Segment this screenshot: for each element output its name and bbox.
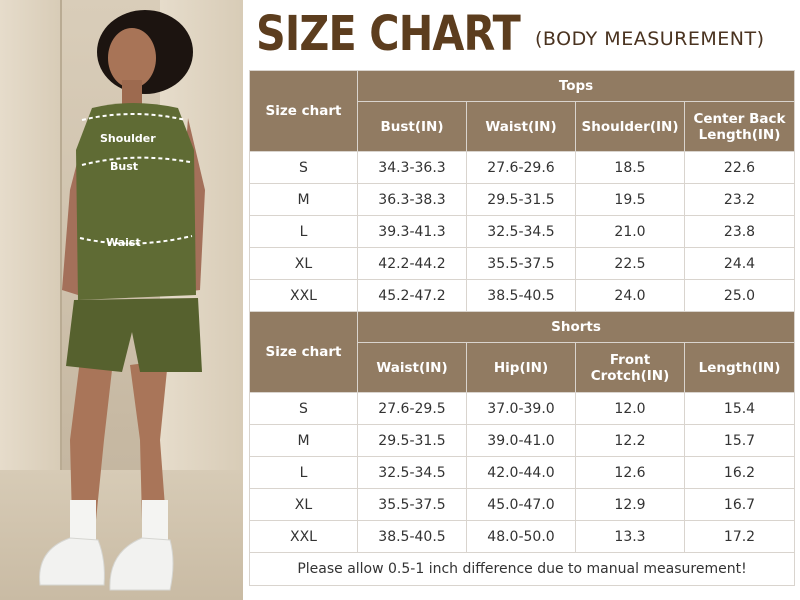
table-cell: 15.7 bbox=[685, 425, 795, 457]
table-cell: 27.6-29.5 bbox=[358, 393, 467, 425]
table-cell: 12.2 bbox=[576, 425, 685, 457]
size-cell: M bbox=[250, 425, 358, 457]
column-header: Waist(IN) bbox=[358, 343, 467, 393]
bust-label: Bust bbox=[110, 160, 139, 173]
size-cell: S bbox=[250, 152, 358, 184]
table-cell: 27.6-29.6 bbox=[467, 152, 576, 184]
note-row bbox=[250, 553, 795, 586]
table-cell: 12.6 bbox=[576, 457, 685, 489]
table-row bbox=[250, 425, 795, 457]
size-cell: XXL bbox=[250, 521, 358, 553]
model-photo bbox=[0, 0, 243, 600]
size-cell: M bbox=[250, 184, 358, 216]
table-cell: 22.6 bbox=[685, 152, 795, 184]
table-cell: 23.2 bbox=[685, 184, 795, 216]
table-cell: 17.2 bbox=[685, 521, 795, 553]
table-cell: 25.0 bbox=[685, 280, 795, 312]
table-cell: 42.2-44.2 bbox=[358, 248, 467, 280]
measurement-note: Please allow 0.5-1 inch difference due to manual measurement! bbox=[250, 553, 795, 586]
table-cell: 42.0-44.0 bbox=[467, 457, 576, 489]
table-cell: 34.3-36.3 bbox=[358, 152, 467, 184]
table-row bbox=[250, 152, 795, 184]
table-cell: 21.0 bbox=[576, 216, 685, 248]
table-cell: 12.0 bbox=[576, 393, 685, 425]
table-cell: 45.0-47.0 bbox=[467, 489, 576, 521]
table-cell: 24.4 bbox=[685, 248, 795, 280]
size-cell: XXL bbox=[250, 280, 358, 312]
waist-label: Waist bbox=[106, 236, 141, 249]
table-row bbox=[250, 184, 795, 216]
table-cell: 13.3 bbox=[576, 521, 685, 553]
page-title: SIZE CHART bbox=[256, 6, 520, 62]
table-row bbox=[250, 393, 795, 425]
table-cell: 39.3-41.3 bbox=[358, 216, 467, 248]
table-cell: 24.0 bbox=[576, 280, 685, 312]
tops-section-label: Tops bbox=[358, 71, 795, 102]
table-cell: 16.7 bbox=[685, 489, 795, 521]
table-row bbox=[250, 521, 795, 553]
column-header: Shoulder(IN) bbox=[576, 102, 685, 152]
size-cell: L bbox=[250, 457, 358, 489]
table-row bbox=[250, 248, 795, 280]
table-cell: 15.4 bbox=[685, 393, 795, 425]
column-header: Hip(IN) bbox=[467, 343, 576, 393]
table-cell: 22.5 bbox=[576, 248, 685, 280]
tops-section-row bbox=[250, 71, 795, 102]
shoulder-label: Shoulder bbox=[100, 132, 156, 145]
size-cell: XL bbox=[250, 248, 358, 280]
table-cell: 36.3-38.3 bbox=[358, 184, 467, 216]
table-row bbox=[250, 489, 795, 521]
table-cell: 45.2-47.2 bbox=[358, 280, 467, 312]
size-chart-table bbox=[249, 70, 795, 586]
table-cell: 35.5-37.5 bbox=[467, 248, 576, 280]
table-row bbox=[250, 216, 795, 248]
table-cell: 19.5 bbox=[576, 184, 685, 216]
size-cell: S bbox=[250, 393, 358, 425]
table-cell: 23.8 bbox=[685, 216, 795, 248]
shorts-section-row bbox=[250, 312, 795, 343]
column-header: Front Crotch(IN) bbox=[576, 343, 685, 393]
table-cell: 12.9 bbox=[576, 489, 685, 521]
table-cell: 29.5-31.5 bbox=[358, 425, 467, 457]
table-cell: 48.0-50.0 bbox=[467, 521, 576, 553]
table-row bbox=[250, 457, 795, 489]
column-header: Length(IN) bbox=[685, 343, 795, 393]
size-cell: L bbox=[250, 216, 358, 248]
table-cell: 32.5-34.5 bbox=[467, 216, 576, 248]
shorts-row-header: Size chart bbox=[250, 312, 358, 393]
table-cell: 18.5 bbox=[576, 152, 685, 184]
model-figure bbox=[0, 0, 243, 600]
table-cell: 39.0-41.0 bbox=[467, 425, 576, 457]
tops-row-header: Size chart bbox=[250, 71, 358, 152]
column-header: Center Back Length(IN) bbox=[685, 102, 795, 152]
table-cell: 29.5-31.5 bbox=[467, 184, 576, 216]
size-cell: XL bbox=[250, 489, 358, 521]
table-cell: 16.2 bbox=[685, 457, 795, 489]
page-subtitle: (BODY MEASUREMENT) bbox=[535, 28, 765, 50]
column-header: Waist(IN) bbox=[467, 102, 576, 152]
column-header: Bust(IN) bbox=[358, 102, 467, 152]
table-cell: 38.5-40.5 bbox=[467, 280, 576, 312]
table-cell: 32.5-34.5 bbox=[358, 457, 467, 489]
table-cell: 35.5-37.5 bbox=[358, 489, 467, 521]
table-cell: 37.0-39.0 bbox=[467, 393, 576, 425]
shorts-section-label: Shorts bbox=[358, 312, 795, 343]
table-cell: 38.5-40.5 bbox=[358, 521, 467, 553]
table-row bbox=[250, 280, 795, 312]
